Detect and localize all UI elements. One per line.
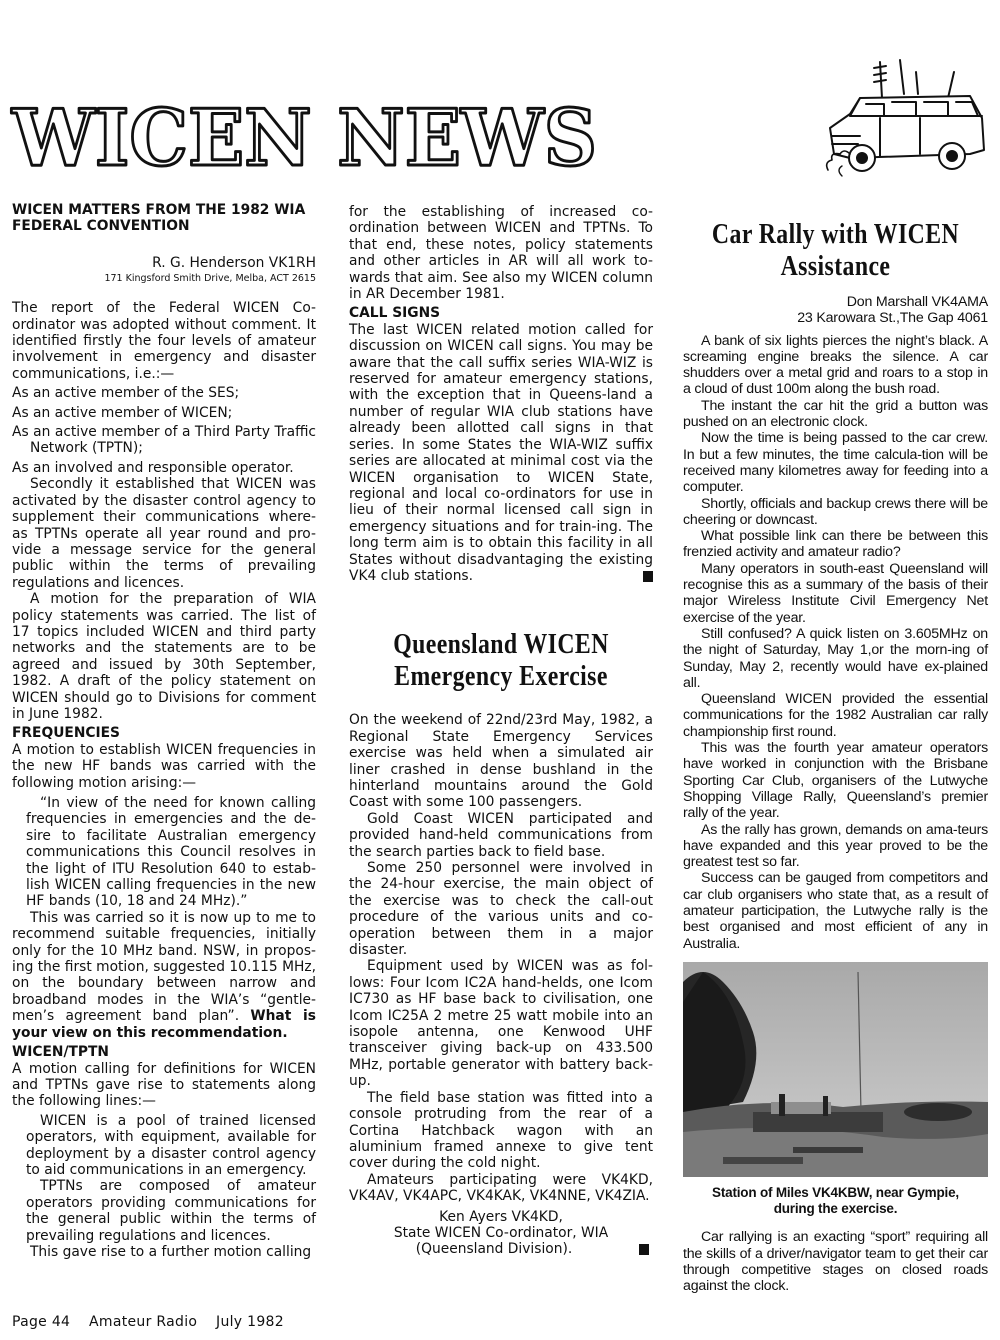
signature-block (349, 1209, 653, 1258)
photo-caption (683, 1185, 988, 1218)
paragraph: On the weekend of 22nd/23rd May, 1982, a Regional State Emergency Services exercise was held when a simulated air liner crashed in dense bushland in the hinterland mountains around the Gold Coast with some 100 passengers. (349, 712, 653, 811)
paragraph: Car rallying is an exacting “sport” requiring all the skills of a driver/navigator team to get their car through competitive stages on closed roads against the clock. (683, 1229, 988, 1295)
paragraph: This gave rise to a further motion calling (30, 1243, 312, 1260)
paragraph: The instant the car hit the grid a button was pushed on an electronic clock. (683, 397, 988, 431)
definition: TPTNs are composed of amateur operators providing communications for the general public within the terms of prevailing regulations and licences. (26, 1178, 316, 1244)
definition: WICEN is a pool of trained licensed operators, with equipment, available for deployment by a disaster control agency to aid communications in an emergency. (26, 1112, 316, 1178)
signature-text: (Queensland Division). (415, 1241, 573, 1258)
paragraph: Success can be gauged from competitors and car club organisers who state that, as a result of amateur participation, the Lutwyche rally is the best organised and most efficient of any in Australia. (683, 870, 988, 952)
author-name: Don Marshall VK4AMA (846, 294, 988, 310)
author-address: 23 Karowara St.,The Gap 4061 (797, 310, 988, 327)
title-line: Emergency Exercise (394, 660, 608, 693)
list-item: As an active member of the SES; (12, 385, 240, 402)
section-heading: WICEN/TPTN (12, 1044, 109, 1061)
masthead-text: WICEN NEWS (11, 95, 597, 184)
paragraph: Some 250 personnel were involved in the 24-hour exercise, the main object of the exercise was to check the call-out procedure of the various units and co-operation between them in a major disaster. (349, 860, 653, 959)
column-left (12, 200, 316, 1260)
masthead-title (8, 95, 608, 185)
article-title (376, 628, 625, 692)
list-item: As an active member of WICEN; (12, 404, 233, 421)
end-mark-icon (643, 571, 653, 582)
paragraph: Now the time is being passed to the car crew. In but a few minutes, the time calcula-tion will be received many kilometres away for feeding into a computer. (683, 430, 988, 496)
paragraph-text: This was carried so it is now up to me to recommend suitable frequencies, initially only for the 10 MHz band. NSW, in propos-ing the first motion, suggested 10.115 MHz, on the boundary between narrow and broadband modes in the WIA’s “gentle-men’s agreement band plan”. (12, 909, 316, 1025)
list-item: As an active member of a Third Party Traffic Network (TPTN); (12, 424, 316, 457)
paragraph (12, 910, 316, 1041)
paragraph: A bank of six lights pierces the night’s black. A screaming engine breaks the silence. A car shudders over a metal grid and roars to a stop in a cloud of dust 100m along the bush road. (683, 332, 988, 398)
paragraph: A motion calling for definitions for WICEN and TPTNs gave rise to statements along the following lines:— (12, 1060, 316, 1110)
paragraph: Amateurs participating were VK4KD, VK4AV, VK4APC, VK4KAK, VK4NNE, VK4ZIA. (349, 1171, 653, 1205)
paragraph: This was the fourth year amateur operators have worked in conjunction with the Brisbane Sporting Car Club, organisers of the Lutwyche Shopping Village Rally, Queensland’s premier rally of the year. (683, 740, 988, 822)
paragraph: A motion for the preparation of WIA policy statements was carried. The list of 17 topics included WICEN and third party networks and the statements are to be agreed and issued by 30th September, 1982. A draft of the policy statement on WICEN should go to Divisions for comment in June 1982. (12, 591, 316, 722)
page-footer (12, 1314, 298, 1330)
paragraph-text: The last WICEN related motion called for discussion on WICEN call signs. You may be aware that the call suffix series WIA-WIZ is reserved for amateur emergency stations, with the exception that in Queens-land a number of regular WIA club stations have already been allotted call signs in that series. In some States the WIA-WIZ suffix series are allocated at minimal cost via the WICEN organisation to WICEN State, regional and local co-ordinators for use in lieu of their normal licensed call sign in emergency situations and for train-ing. The long term aim is to obtain this facility in all States without disadvantaging the existing VK4 club stations. (349, 321, 653, 584)
page-number: Page 44 (12, 1314, 71, 1330)
column-middle (349, 204, 653, 1258)
article-title (710, 218, 960, 282)
paragraph: As the rally has grown, demands on ama-teurs have expanded and this year proved to be the greatest test so far. (683, 821, 988, 871)
paragraph: The report of the Federal WICEN Co-ordinator was adopted without comment. It identified firstly the four levels of amateur involvement in emergency and disaster communications, i.e.:— (12, 300, 316, 382)
signature-line (349, 1241, 653, 1257)
paragraph: Queensland WICEN provided the essential communications for the 1982 Australian car rally championship first round. (683, 691, 988, 740)
paragraph: Many operators in south-east Queensland will recognise this as a summary of the basis of their major Wireless Institute Civil Emergency Net exercise of the year. (683, 560, 988, 626)
paragraph: Secondly it established that WICEN was activated by the disaster control agency to supplement their communications where-as TPTNs operate all year round and pro-vide a message service for the general public within the terms of prevailing regulations and licences. (12, 476, 316, 591)
title-line: Queensland WICEN (393, 628, 609, 661)
caption-line: Station of Miles VK4KBW, near Gympie, (712, 1184, 959, 1200)
end-mark-icon (639, 1244, 649, 1255)
caption-line: during the exercise. (773, 1201, 898, 1217)
paragraph: The field base station was fitted into a console protruding from the rear of a Cortina Hatchback wagon with an aluminium framed annexe to give tent cover during the cold night. (349, 1089, 653, 1172)
paragraph: Gold Coast WICEN participated and provided hand-held communications from the search parties back to field base. (349, 810, 653, 860)
title-line: Car Rally with WICEN (711, 218, 960, 250)
paragraph: A motion to establish WICEN frequencies in the new HF bands was carried with the following motion arising:— (12, 741, 316, 791)
author-address: 171 Kingsford Smith Drive, Melba, ACT 2615 (104, 273, 316, 285)
author-name: R. G. Henderson VK1RH (152, 254, 316, 271)
paragraph-bold: What is your view on this recommendation. (12, 1008, 316, 1041)
magazine-name: Amateur Radio (89, 1314, 198, 1330)
article-heading: WICEN MATTERS FROM THE 1982 WIA FEDERAL CONVENTION (12, 202, 306, 235)
quoted-resolution: “In view of the need for known calling frequencies in emergencies and the de-sire to facilitate Australian emergency communications this Council resolves in the light of ITU Resolution 640 to estab-lish WICEN calling frequencies in the new HF bands (10, 18 and 24 MHz).” (26, 795, 316, 910)
signature-line: Ken Ayers VK4KD, (439, 1208, 563, 1225)
title-line: Assistance (780, 250, 891, 282)
paragraph: Equipment used by WICEN was as fol-lows: Four Icom IC2A hand-helds, one Icom IC730 as HF base back to civilisation, one Icom IC25A 2 metre 25 watt mobile into an isopole antenna, one Kenwood UHF transceiver giving back-up on 433.500 MHz, portable generator with battery back-up. (349, 958, 653, 1090)
column-right (683, 200, 988, 1295)
paragraph: Shortly, officials and backup crews there will be cheering or downcast. (683, 495, 988, 528)
list-item: As an involved and responsible operator. (12, 459, 294, 476)
signature-line: State WICEN Co-ordinator, WIA (393, 1224, 609, 1241)
station-photo (683, 962, 988, 1177)
paragraph (349, 322, 653, 585)
paragraph: for the establishing of increased co-ordination between WICEN and TPTNs. To that end, these notes, policy statements and other articles in AR will all work to-wards that aim. See also my WICEN column in AR December 1981. (349, 204, 653, 303)
section-heading: FREQUENCIES (12, 725, 120, 742)
issue-date: July 1982 (216, 1314, 284, 1330)
paragraph: What possible link can there be between this frenzied activity and amateur radio? (683, 528, 988, 561)
van-antenna-illustration (820, 58, 992, 188)
section-heading: CALL SIGNS (349, 305, 441, 322)
paragraph: Still confused? A quick listen on 3.605MHz on the night of Saturday, May 1,or the morn-ing of Sunday, May 2, recently would have ex-plained all. (683, 625, 988, 691)
